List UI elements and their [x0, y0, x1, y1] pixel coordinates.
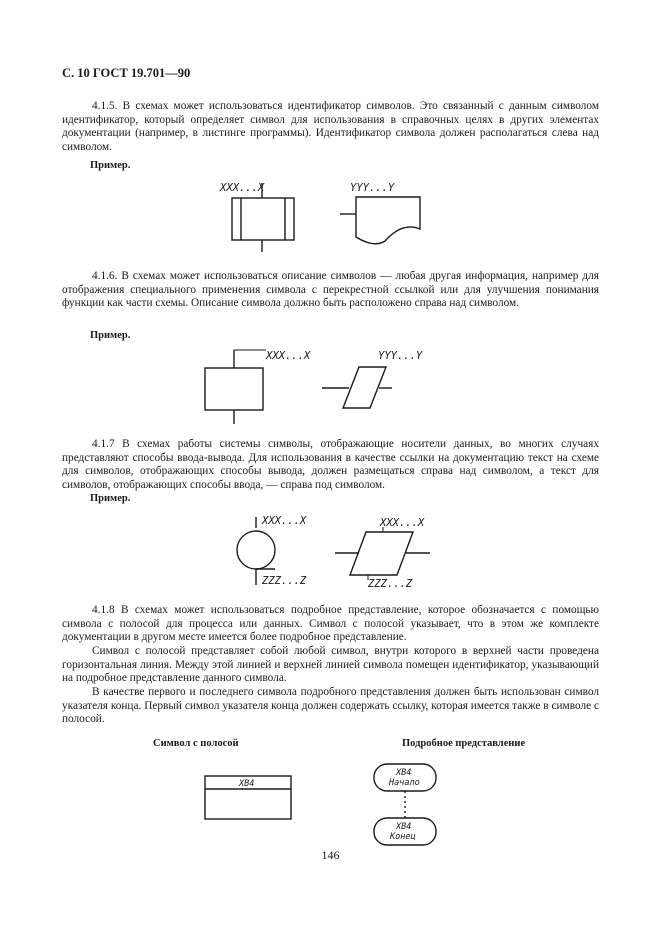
example-label-3: Пример.: [90, 493, 131, 504]
label-xxx: XXX...X: [266, 350, 311, 362]
figure-description: [205, 350, 423, 424]
paragraph-4-1-8-c: В качестве первого и последнего символа подробного представления должен быть использован символ указателя конца. Первый символ указателя конца должен содержать ссылку, которая имеется также в символе с полосой.: [62, 686, 599, 726]
figure-io: [237, 515, 430, 590]
figure-striped-symbol: [205, 776, 291, 819]
paragraph-4-1-8: 4.1.8 В схемах может использоваться подробное представление, которое обозначается с помощью символа с полосой для процесса или данных. Символ с полосой указывает, что в этом же комплекте документации в другом месте имеется более подробное представление.: [62, 604, 599, 644]
paragraph-4-1-7: 4.1.7 В схемах работы системы символы, отображающие носители данных, во многих случаях представляют способы ввода-вывода. Для использования в качестве ссылки на документацию текст на схеме для символов, отображающих способы вывода, должен размещаться справа над символом, а текст для символов, отображающих способы ввода, — справа под символом.: [62, 438, 599, 491]
example-label-1: Пример.: [90, 160, 131, 171]
label-yyy: YYY...Y: [350, 182, 395, 194]
process-symbol: [205, 368, 263, 410]
page-header: С. 10 ГОСТ 19.701—90: [62, 66, 191, 80]
io-data-symbol: [350, 532, 413, 575]
document-symbol: [356, 197, 420, 244]
label-end: Конец: [390, 832, 416, 842]
figure-identifier: [219, 182, 420, 252]
label-xxx: XXX...X: [262, 515, 307, 527]
label-xxx: XXX...X: [220, 182, 265, 194]
label-xb4: XB4: [396, 768, 412, 778]
label-start: Начало: [389, 778, 420, 788]
storage-symbol: [237, 531, 275, 569]
label-zzz: ZZZ...Z: [368, 578, 413, 590]
figure-detailed-representation: [374, 764, 436, 845]
label-zzz: ZZZ...Z: [262, 575, 307, 587]
caption-striped-symbol: Символ с полосой: [153, 738, 239, 749]
paragraph-4-1-8-b: Символ с полосой представляет собой любой символ, внутри которого в верхней части проведена горизонтальная линия. Между этой линией и верхней линией символа помещен идентификатор, указывающий на подробное представление данного символа.: [62, 645, 599, 685]
caption-detailed-representation: Подробное представление: [402, 738, 526, 749]
label-xb4: XB4: [396, 822, 412, 832]
label-xb4: XB4: [239, 779, 255, 789]
paragraph-4-1-6: 4.1.6. В схемах может использоваться описание символов — любая другая информация, например для отображения специального применения символа с перекрестной ссылкой или для улучшения понимания функции как части схемы. Описание символа должно быть расположено справа над символом.: [62, 270, 599, 310]
page-number: 146: [321, 848, 340, 862]
label-xxx: XXX...X: [380, 517, 425, 529]
label-yyy: YYY...Y: [378, 350, 423, 362]
paragraph-4-1-5: 4.1.5. В схемах может использоваться идентификатор символов. Это связанный с данным символом идентификатор, который определяет символ для использования в справочных целях в других элементах документации (например, в листинге программы). Идентификатор символа должен располагаться слева над символом.: [62, 100, 599, 153]
example-label-2: Пример.: [90, 330, 131, 341]
